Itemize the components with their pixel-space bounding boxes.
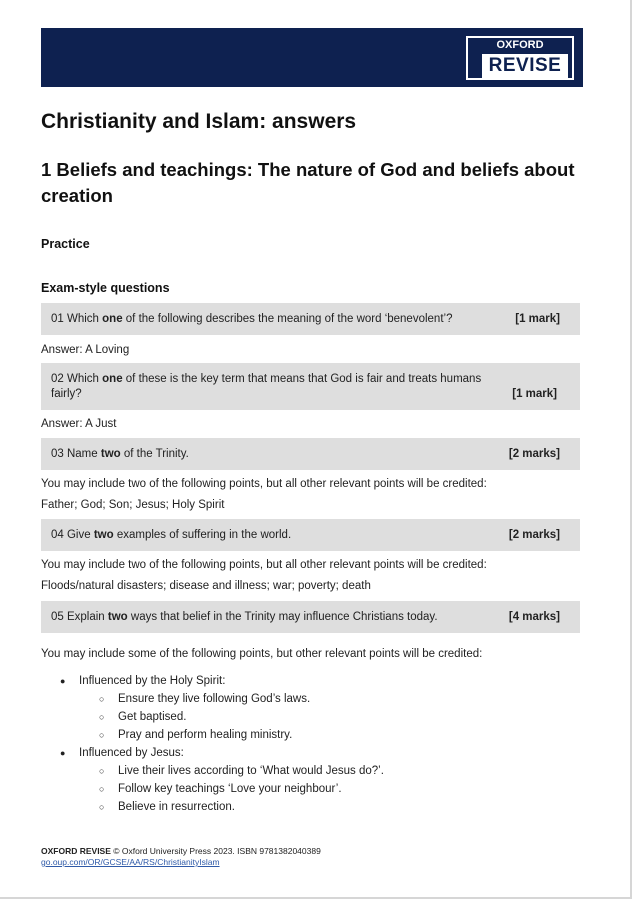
sub-bullet-item: ○ Follow key teachings ‘Love your neighbour’. [99, 783, 342, 795]
question-text: 05 Explain two ways that belief in the Trinity may influence Christians today. [51, 611, 438, 623]
bullet-item: ● Influenced by Jesus: [60, 747, 184, 759]
bullet-dot-icon: ● [60, 676, 66, 686]
exam-questions-label: Exam-style questions [41, 281, 170, 295]
logo-bottom-text: REVISE [482, 54, 568, 78]
sub-bullet-circle-icon: ○ [99, 730, 105, 740]
question-marks: [4 marks] [508, 611, 560, 623]
sub-bullet-item: ○ Pray and perform healing ministry. [99, 729, 293, 741]
answer-04-points: Floods/natural disasters; disease and illness; war; poverty; death [41, 580, 371, 592]
oxford-revise-logo [466, 36, 574, 80]
question-text: 04 Give two examples of suffering in the world. [51, 529, 292, 541]
question-text: 03 Name two of the Trinity. [51, 448, 189, 460]
bullet-dot-icon: ● [60, 748, 66, 758]
sub-bullet-item: ○ Live their lives according to ‘What would Jesus do?’. [99, 765, 384, 777]
sub-bullet-item: ○ Believe in resurrection. [99, 801, 235, 813]
footer-link[interactable]: go.oup.com/OR/GCSE/AA/RS/ChristianityIslam [41, 857, 220, 867]
question-marks: [2 marks] [508, 448, 560, 460]
answer-04-intro: You may include two of the following points, but all other relevant points will be credited: [41, 559, 487, 571]
question-box-02 [41, 363, 580, 410]
answer-05-intro: You may include some of the following points, but other relevant points will be credited: [41, 648, 483, 660]
answer-01: Answer: A Loving [41, 344, 130, 356]
question-box-05 [41, 601, 580, 633]
page-title: Christianity and Islam: answers [41, 110, 357, 133]
question-box-03 [41, 438, 580, 470]
sub-bullet-circle-icon: ○ [99, 784, 105, 794]
header-banner [41, 28, 583, 87]
question-text: 02 Which one of these is the key term that means that God is fair and treats humans [51, 373, 482, 385]
sub-bullet-circle-icon: ○ [99, 694, 105, 704]
question-box-04 [41, 519, 580, 551]
question-marks: [1 mark] [515, 313, 560, 325]
bullet-item: ● Influenced by the Holy Spirit: [60, 675, 226, 687]
sub-bullet-item: ○ Ensure they live following God’s laws. [99, 693, 311, 705]
answer-03-intro: You may include two of the following points, but all other relevant points will be credited: [41, 478, 487, 490]
answer-03-points: Father; God; Son; Jesus; Holy Spirit [41, 499, 225, 511]
sub-bullet-item: ○ Get baptised. [99, 711, 187, 723]
question-text: 01 Which one of the following describes the meaning of the word ‘benevolent’? [51, 313, 453, 325]
sub-bullet-circle-icon: ○ [99, 802, 105, 812]
logo-top-text: OXFORD [496, 39, 544, 51]
question-marks: [1 mark] [512, 388, 557, 400]
question-box-01 [41, 303, 580, 335]
practice-label: Practice [41, 237, 90, 251]
question-marks: [2 marks] [508, 529, 560, 541]
sub-bullet-circle-icon: ○ [99, 712, 105, 722]
sub-bullet-circle-icon: ○ [99, 766, 105, 776]
answer-02: Answer: A Just [41, 418, 117, 430]
footer-copyright: OXFORD REVISE © Oxford University Press 2023. ISBN 9781382040389 [41, 846, 321, 856]
question-text-line2: fairly? [51, 388, 82, 400]
section-heading: 1 Beliefs and teachings: The nature of God and beliefs about creation [41, 159, 575, 206]
